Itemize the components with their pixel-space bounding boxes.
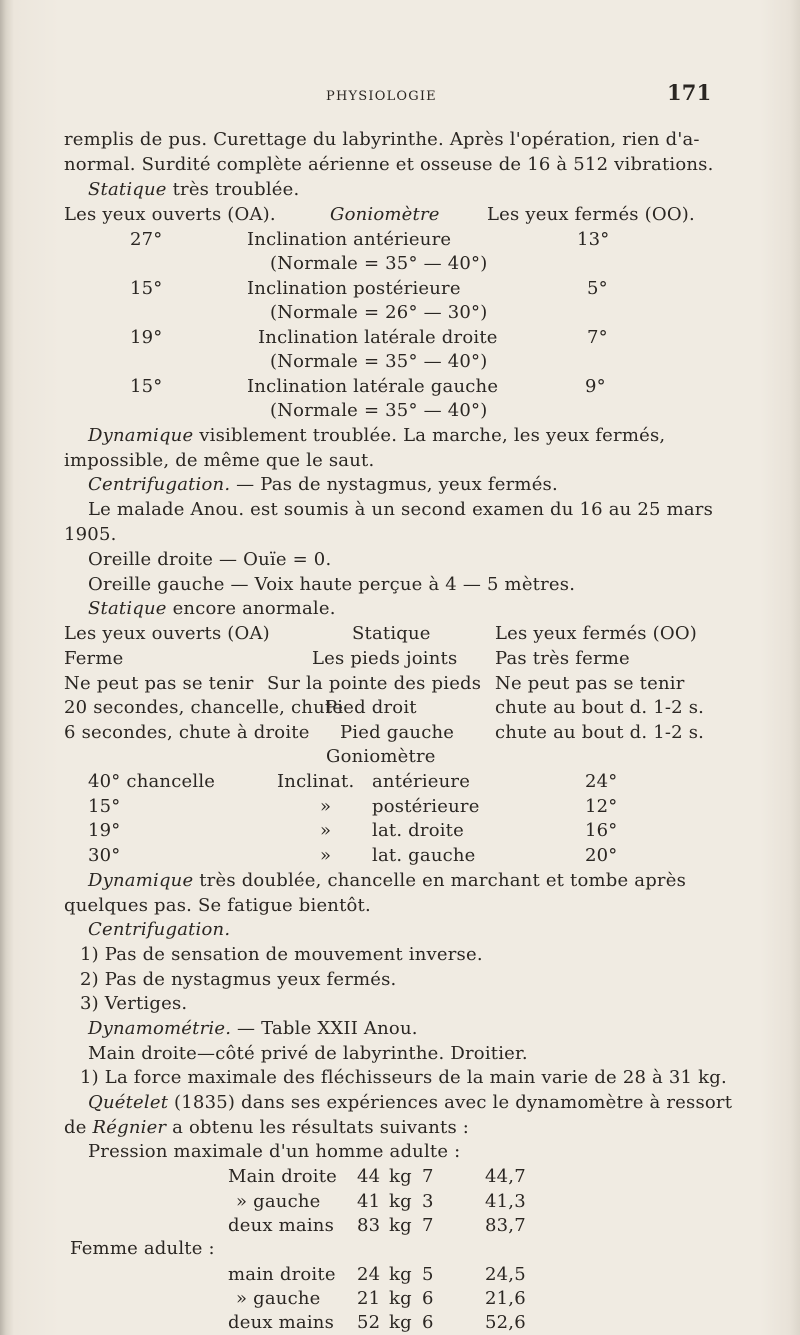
statique-cell-left: Ferme: [64, 648, 124, 669]
homme-label: » gauche: [236, 1191, 321, 1212]
gonio2-row-mid: »: [320, 845, 332, 866]
centrif1-rest: — Pas de nystagmus, yeux fermés.: [230, 474, 558, 495]
homme-total: 44,7: [485, 1166, 526, 1187]
centrif2-item: 1) Pas de sensation de mouvement inverse.: [80, 944, 483, 965]
statique-cell-right: chute au bout d. 1-2 s.: [495, 697, 705, 718]
text-line: normal. Surdité complète aérienne et osseuse de 16 à 512 vibrations.: [64, 154, 714, 175]
gonio1-row-normal: (Normale = 35° — 40°): [270, 253, 488, 274]
gonio2-row-left: 30°: [88, 845, 121, 866]
text-line: remplis de pus. Curettage du labyrinthe. Après l'opération, rien d'a-: [64, 129, 700, 150]
quetelet-line2: [64, 1117, 469, 1139]
main-droite-line: Main droite—côté privé de labyrinthe. Droitier.: [88, 1043, 528, 1064]
second-exam-line1: Le malade Anou. est soumis à un second examen du 16 au 25 mars: [88, 499, 714, 520]
gonio1-row-left: 15°: [130, 278, 163, 299]
dynamique1-line1: [88, 425, 665, 447]
homme-v1: 41: [357, 1191, 381, 1212]
gonio2-row-label: lat. gauche: [372, 845, 476, 866]
statique-line: [88, 179, 299, 201]
gonio1-row-right: 13°: [577, 229, 610, 250]
gonio1-row-normal: (Normale = 35° — 40°): [270, 351, 488, 372]
femme-unit: kg: [389, 1264, 412, 1285]
gonio1-row-right: 7°: [587, 327, 608, 348]
statique-cell-right: chute au bout d. 1-2 s.: [495, 722, 705, 743]
second-exam-line2: 1905.: [64, 524, 117, 545]
femme-total: 52,6: [485, 1312, 526, 1333]
homme-v1: 44: [357, 1166, 381, 1187]
gonio1-row-normal: (Normale = 26° — 30°): [270, 302, 488, 323]
pression-line: Pression maximale d'un homme adulte :: [88, 1141, 461, 1162]
statique-cell-right: Ne peut pas se tenir: [495, 673, 685, 694]
centrif2-term: Centrifugation.: [88, 919, 231, 940]
page-number: 171: [667, 80, 712, 105]
centrif1-line: [88, 474, 558, 496]
centrif1-term: Centrifugation.: [88, 474, 231, 495]
dynamometrie-term: Dynamométrie.: [88, 1018, 232, 1039]
homme-total: 83,7: [485, 1215, 526, 1236]
quetelet-de: de: [64, 1117, 93, 1138]
statique-header-center: Statique: [352, 623, 431, 644]
statique2-term: Statique: [88, 598, 167, 619]
statique-cell-center: Sur la pointe des pieds: [267, 673, 482, 694]
gonio1-row-left: 15°: [130, 376, 163, 397]
dynamique1-term: Dynamique: [88, 425, 194, 446]
gonio1-row-label: Inclination postérieure: [247, 278, 461, 299]
homme-v2: 7: [422, 1215, 434, 1236]
statique2-rest: encore anormale.: [166, 598, 336, 619]
gonio1-header-right: Les yeux fermés (OO).: [487, 204, 695, 225]
dynamique2-rest: très doublée, chancelle en marchant et tombe après: [193, 870, 687, 891]
centrif2-item: 2) Pas de nystagmus yeux fermés.: [80, 969, 397, 990]
gonio2-title: Goniomètre: [326, 746, 436, 767]
quetelet-name: Quételet: [88, 1092, 169, 1113]
gonio2-row-left: 40° chancelle: [88, 771, 216, 792]
gonio1-row-label: Inclination latérale droite: [258, 327, 498, 348]
dynamique2-line2: quelques pas. Se fatigue bientôt.: [64, 895, 371, 916]
dynamique2-line1: [88, 870, 686, 892]
femme-unit: kg: [389, 1312, 412, 1333]
quetelet-line2-rest: a obtenu les résultats suivants :: [166, 1117, 470, 1138]
gonio2-row-mid: »: [320, 820, 332, 841]
statique2-line: [88, 598, 336, 620]
gonio1-row-right: 5°: [587, 278, 608, 299]
homme-v2: 3: [422, 1191, 434, 1212]
regnier-name: Régnier: [92, 1117, 167, 1138]
statique-term: Statique: [88, 179, 167, 200]
statique-header-right: Les yeux fermés (OO): [495, 623, 698, 644]
femme-v2: 5: [422, 1264, 434, 1285]
oreille-droite: Oreille droite — Ouïe = 0.: [88, 549, 332, 570]
statique-header-left: Les yeux ouverts (OA): [64, 623, 270, 644]
running-header: PHYSIOLOGIE: [326, 89, 437, 104]
dynamometrie-line: [88, 1018, 418, 1040]
gonio1-row-label: Inclination latérale gauche: [247, 376, 499, 397]
gonio2-row-left: 19°: [88, 820, 121, 841]
centrif2-item: 3) Vertiges.: [80, 993, 188, 1014]
femme-label: Femme adulte :: [70, 1238, 215, 1259]
gonio2-row-right: 24°: [585, 771, 618, 792]
femme-v2: 6: [422, 1312, 434, 1333]
dynamique2-term: Dynamique: [88, 870, 194, 891]
statique-cell-center: Pied gauche: [340, 722, 455, 743]
gonio2-row-right: 12°: [585, 796, 618, 817]
gonio2-row-label: lat. droite: [372, 820, 464, 841]
gonio2-row-mid: Inclinat.: [277, 771, 355, 792]
gonio2-row-right: 20°: [585, 845, 618, 866]
gonio1-header-left: Les yeux ouverts (OA).: [64, 204, 276, 225]
statique-cell-left: Ne peut pas se tenir: [64, 673, 254, 694]
quetelet-rest: (1835) dans ses expériences avec le dynamomètre à ressort: [168, 1092, 733, 1113]
gonio2-row-label: antérieure: [372, 771, 471, 792]
gonio1-row-right: 9°: [585, 376, 606, 397]
femme-unit: kg: [389, 1288, 412, 1309]
homme-label: deux mains: [228, 1215, 335, 1236]
femme-row-label: main droite: [228, 1264, 336, 1285]
femme-v1: 24: [357, 1264, 381, 1285]
gonio1-row-left: 19°: [130, 327, 163, 348]
statique-rest: très troublée.: [166, 179, 300, 200]
statique-cell-right: Pas très ferme: [495, 648, 630, 669]
statique-cell-left: 20 secondes, chancelle, chute: [64, 697, 344, 718]
femme-row-label: deux mains: [228, 1312, 335, 1333]
oreille-gauche: Oreille gauche — Voix haute perçue à 4 — 5 mètres.: [88, 574, 576, 595]
femme-v1: 21: [357, 1288, 381, 1309]
statique-cell-left: 6 secondes, chute à droite: [64, 722, 310, 743]
femme-row-label: » gauche: [236, 1288, 321, 1309]
statique-cell-center: Pied droit: [325, 697, 417, 718]
femme-total: 24,5: [485, 1264, 526, 1285]
dynamometrie-rest: — Table XXII Anou.: [231, 1018, 418, 1039]
gonio2-row-left: 15°: [88, 796, 121, 817]
gonio1-row-label: Inclination antérieure: [247, 229, 452, 250]
gonio1-row-left: 27°: [130, 229, 163, 250]
homme-label: Main droite: [228, 1166, 338, 1187]
femme-total: 21,6: [485, 1288, 526, 1309]
homme-v2: 7: [422, 1166, 434, 1187]
homme-unit: kg: [389, 1191, 412, 1212]
gonio1-header-center: Goniomètre: [330, 204, 440, 225]
homme-total: 41,3: [485, 1191, 526, 1212]
gonio2-row-right: 16°: [585, 820, 618, 841]
homme-unit: kg: [389, 1166, 412, 1187]
gonio1-row-normal: (Normale = 35° — 40°): [270, 400, 488, 421]
statique-cell-center: Les pieds joints: [312, 648, 458, 669]
force-line: 1) La force maximale des fléchisseurs de la main varie de 28 à 31 kg.: [80, 1067, 727, 1088]
dynamique1-rest: visiblement troublée. La marche, les yeux fermés,: [193, 425, 666, 446]
gonio2-row-label: postérieure: [372, 796, 480, 817]
homme-unit: kg: [389, 1215, 412, 1236]
femme-v2: 6: [422, 1288, 434, 1309]
femme-v1: 52: [357, 1312, 381, 1333]
dynamique1-line2: impossible, de même que le saut.: [64, 450, 375, 471]
quetelet-line1: [88, 1092, 732, 1114]
homme-v1: 83: [357, 1215, 381, 1236]
gonio2-row-mid: »: [320, 796, 332, 817]
